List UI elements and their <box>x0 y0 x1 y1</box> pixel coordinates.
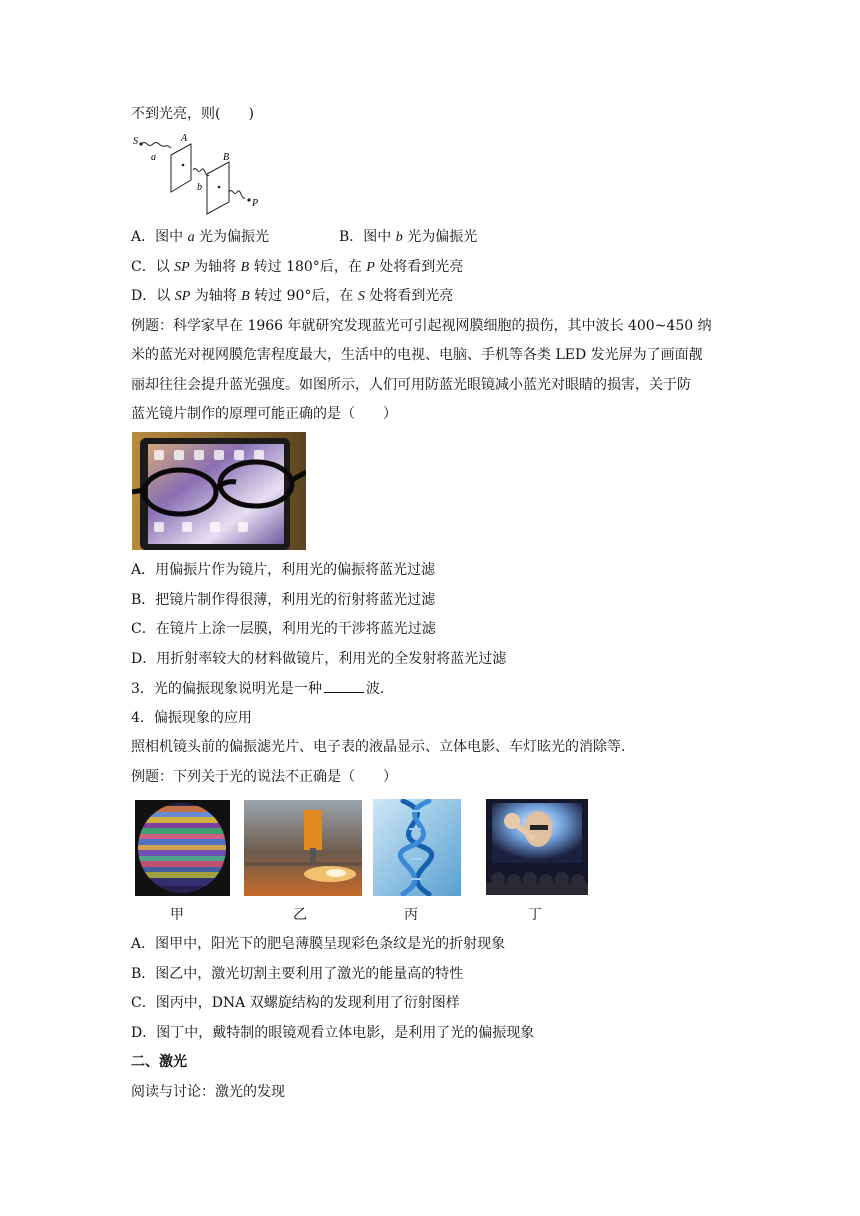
polarizer-diagram <box>131 130 266 220</box>
photo-ding-3d-movie <box>486 799 588 895</box>
example2-option-b: B．图乙中，激光切割主要利用了激光的能量高的特性 <box>131 966 464 982</box>
caption-ding: 丁 <box>528 907 542 923</box>
example1-line4: 蓝光镜片制作的原理可能正确的是（ ） <box>131 406 397 422</box>
caption-yi: 乙 <box>293 907 307 923</box>
example1-option-c: C．在镜片上涂一层膜，利用光的干涉将蓝光过滤 <box>131 621 436 637</box>
question-stem-end: 不到光亮，则( ) <box>131 106 254 122</box>
example2-stem: 例题：下列关于光的说法不正确是（ ） <box>131 769 397 785</box>
label-s: S <box>133 136 138 147</box>
photo-bing-dna <box>373 799 461 896</box>
option-c: C．以 SP 为轴将 B 转过 180°后，在 P 处将看到光亮 <box>131 259 464 275</box>
caption-bing: 丙 <box>404 907 418 923</box>
label-b-plate: B <box>223 152 230 163</box>
point4-body: 照相机镜头前的偏振滤光片、电子表的液晶显示、立体电影、车灯眩光的消除等. <box>131 739 626 755</box>
option-a: A．图中 a 光为偏振光 <box>131 229 270 245</box>
label-b-light: b <box>197 182 202 193</box>
label-a-plate: A <box>181 133 188 144</box>
section2-subtitle: 阅读与讨论：激光的发现 <box>131 1084 285 1100</box>
blue-light-glasses-photo <box>132 432 306 550</box>
photo-jia-soap-film <box>135 800 230 896</box>
example1-line1: 例题：科学家早在 1966 年就研究发现蓝光可引起视网膜细胞的损伤，其中波长 400~450 纳 <box>131 318 712 334</box>
label-a-light: a <box>151 152 156 163</box>
photo-yi-laser-cutting <box>244 800 362 896</box>
example1-option-b: B．把镜片制作得很薄，利用光的衍射将蓝光过滤 <box>131 592 436 608</box>
example1-option-d: D．用折射率较大的材料做镜片，利用光的全发射将蓝光过滤 <box>131 651 507 667</box>
section2-title: 二、激光 <box>131 1054 187 1070</box>
option-b: B．图中 b 光为偏振光 <box>339 229 478 245</box>
example2-option-c: C．图丙中，DNA 双螺旋结构的发现利用了衍射图样 <box>131 995 460 1011</box>
example1-option-a: A．用偏振片作为镜片，利用光的偏振将蓝光过滤 <box>131 562 436 578</box>
example2-option-a: A．图甲中，阳光下的肥皂薄膜呈现彩色条纹是光的折射现象 <box>131 936 506 952</box>
label-p: P <box>252 198 259 209</box>
answer-blank[interactable] <box>324 678 364 693</box>
caption-jia: 甲 <box>170 907 184 923</box>
option-d: D．以 SP 为轴将 B 转过 90°后，在 S 处将看到光亮 <box>131 288 454 304</box>
example2-option-d: D．图丁中，戴特制的眼镜观看立体电影，是利用了光的偏振现象 <box>131 1025 535 1041</box>
point4-title: 4．偏振现象的应用 <box>131 710 252 726</box>
example1-line3: 丽却往往会提升蓝光强度。如图所示，人们可用防蓝光眼镜减小蓝光对眼睛的损害，关于防 <box>131 377 691 393</box>
example1-line2: 米的蓝光对视网膜危害程度最大，生活中的电视、电脑、手机等各类 LED 发光屏为了画面靓 <box>131 347 703 363</box>
point3-fill-blank: 3．光的偏振现象说明光是一种 波． <box>131 678 394 699</box>
